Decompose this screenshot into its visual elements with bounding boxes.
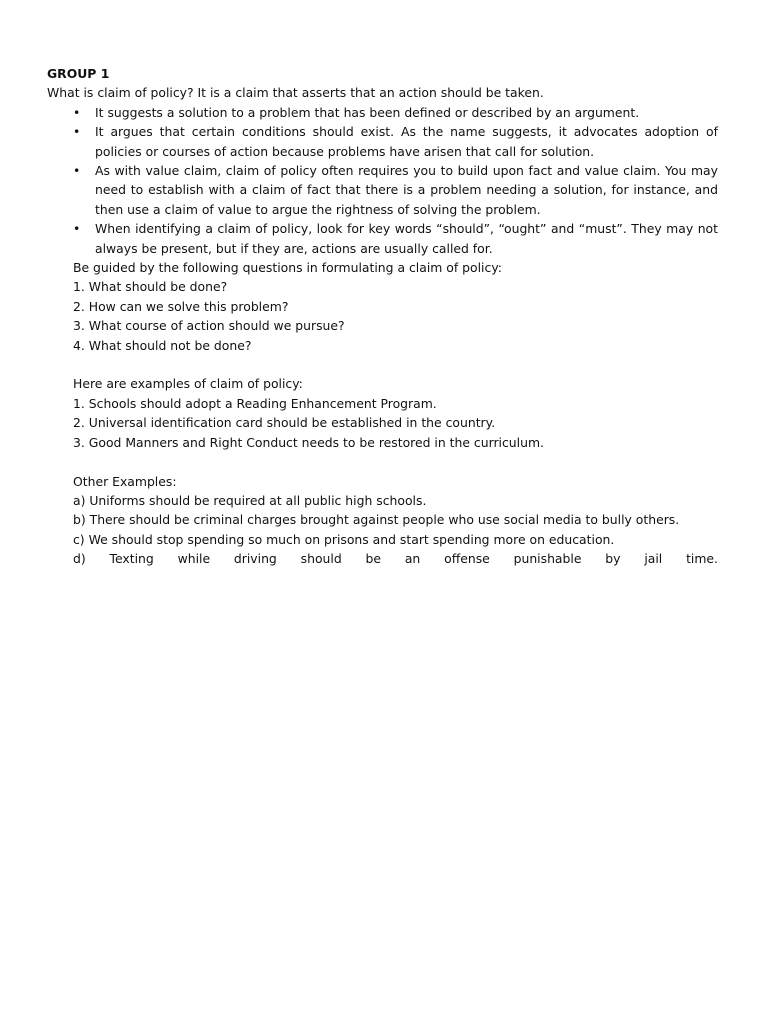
bullet-text: It suggests a solution to a problem that has been defined or described by an argument. <box>95 104 640 120</box>
question-item: 4. What should not be done? <box>73 337 252 353</box>
other-example-item: b) There should be criminal charges brought against people who use social media to bully others. <box>73 512 680 528</box>
bullet-list <box>47 103 718 258</box>
example-item: 2. Universal identification card should be established in the country. <box>73 415 496 431</box>
bullet-text: When identifying a claim of policy, look for key words “should”, “ought” and “must”. They may not always be present, but if they are, actions are usually called for. <box>95 221 718 256</box>
document-body <box>47 64 718 569</box>
question-item: 3. What course of action should we pursue? <box>73 318 345 334</box>
questions-intro: Be guided by the following questions in formulating a claim of policy: <box>73 260 502 276</box>
bullet-item <box>73 122 718 161</box>
question-item: 2. How can we solve this problem? <box>73 298 289 314</box>
bullet-icon: • <box>73 104 81 120</box>
bullet-text: It argues that certain conditions should exist. As the name suggests, it advocates adoption of policies or courses of action because problems have arisen that call for solution. <box>95 124 718 159</box>
other-examples-intro: Other Examples: <box>73 473 177 489</box>
section-heading: GROUP 1 <box>47 66 110 81</box>
bullet-item <box>73 219 718 258</box>
question-item: 1. What should be done? <box>73 279 228 295</box>
example-item: 1. Schools should adopt a Reading Enhancement Program. <box>73 395 437 411</box>
bullet-icon: • <box>73 221 81 237</box>
bullet-item <box>73 161 718 219</box>
spacer <box>73 452 718 471</box>
bullet-icon: • <box>73 124 81 140</box>
intro-paragraph: What is claim of policy? It is a claim that asserts that an action should be taken. <box>47 85 544 101</box>
other-example-item: c) We should stop spending so much on prisons and start spending more on education. <box>73 531 615 547</box>
example-item: 3. Good Manners and Right Conduct needs to be restored in the curriculum. <box>73 434 544 450</box>
other-example-item: d) Texting while driving should be an offense punishable by jail time. <box>73 551 718 567</box>
bullet-item <box>73 103 718 122</box>
questions-section <box>47 258 718 568</box>
spacer <box>73 355 718 374</box>
bullet-icon: • <box>73 163 81 179</box>
bullet-text: As with value claim, claim of policy often requires you to build upon fact and value claim. You may need to establish with a claim of fact that there is a problem needing a solution, for instance, and then use a claim of value to argue the rightness of solving the problem. <box>95 163 718 217</box>
examples-intro: Here are examples of claim of policy: <box>73 376 303 392</box>
other-example-item: a) Uniforms should be required at all public high schools. <box>73 492 427 508</box>
